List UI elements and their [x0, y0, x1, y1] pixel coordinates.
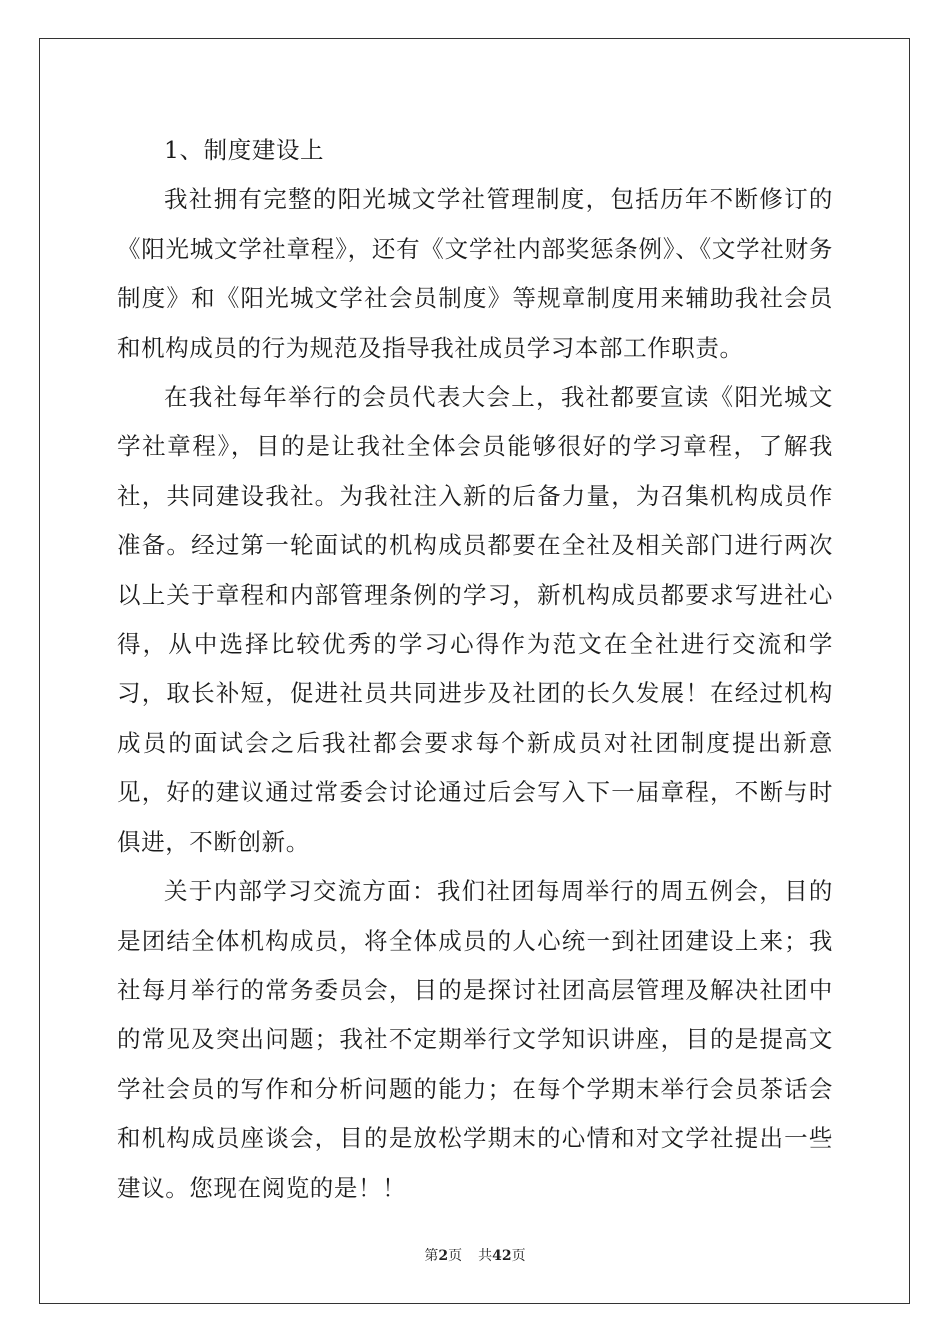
- total-prefix: 共: [478, 1248, 493, 1264]
- paragraph-3: 关于内部学习交流方面：我们社团每周举行的周五例会，目的是团结全体机构成员，将全体成员的人心统一到社团建设上来；我社每月举行的常务委员会，目的是探讨社团高层管理及解决社团中的常见及突出问题；我社不定期举行文学知识讲座，目的是提高文学社会员的写作和分析问题的能力；在每个学期末举行会员茶话会和机构成员座谈会，目的是放松学期末的心情和对文学社提出一些建议。您现在阅览的是！！: [117, 877, 833, 1202]
- document-body: [117, 126, 833, 1213]
- page-suffix: 页: [448, 1248, 463, 1264]
- section-heading: 1、制度建设上: [164, 136, 325, 164]
- page-current: 2: [438, 1248, 449, 1264]
- total-suffix: 页: [511, 1248, 526, 1264]
- paragraph-1: 我社拥有完整的阳光城文学社管理制度，包括历年不断修订的《阳光城文学社章程》，还有《文学社内部奖惩条例》、《文学社财务制度》和《阳光城文学社会员制度》等规章制度用来辅助我社会员和机构成员的行为规范及指导我社成员学习本部工作职责。: [117, 185, 833, 362]
- page-total: 42: [492, 1248, 512, 1264]
- paragraph-2: 在我社每年举行的会员代表大会上，我社都要宣读《阳光城文学社章程》，目的是让我社全体会员能够很好的学习章程，了解我社，共同建设我社。为我社注入新的后备力量，为召集机构成员作准备。经过第一轮面试的机构成员都要在全社及相关部门进行两次以上关于章程和内部管理条例的学习，新机构成员都要求写进社心得，从中选择比较优秀的学习心得作为范文在全社进行交流和学习，取长补短，促进社员共同进步及社团的长久发展！在经过机构成员的面试会之后我社都会要求每个新成员对社团制度提出新意见，好的建议通过常委会讨论通过后会写入下一届章程，不断与时俱进，不断创新。: [117, 383, 833, 856]
- page-prefix: 第: [424, 1248, 439, 1264]
- page-footer: [0, 1246, 950, 1266]
